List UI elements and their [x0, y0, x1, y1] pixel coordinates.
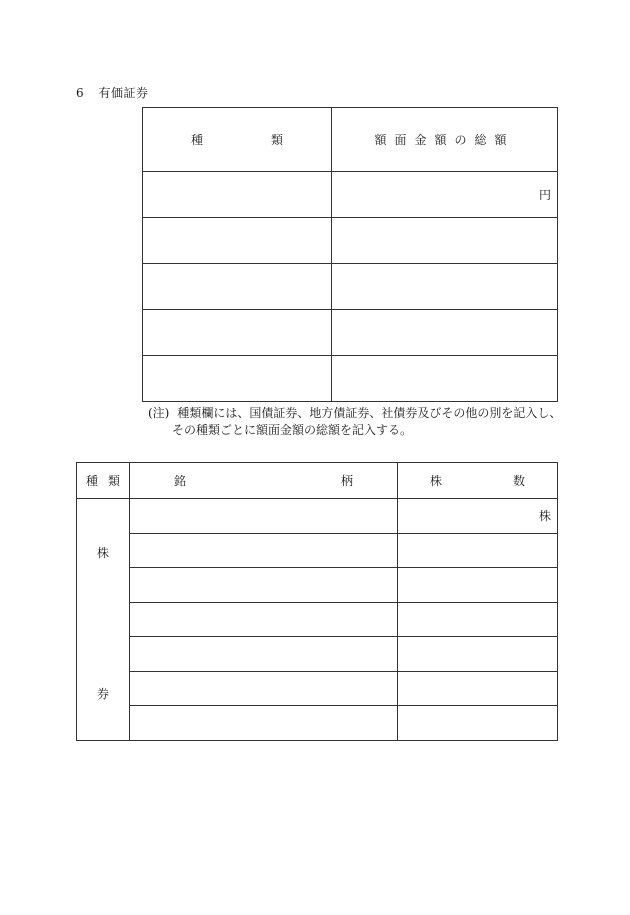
name-cell[interactable] [130, 602, 398, 637]
amount-cell[interactable] [332, 264, 558, 310]
header-shares-left: 株 [430, 474, 443, 488]
name-cell[interactable] [130, 706, 398, 741]
header-kind-left: 種 [191, 133, 204, 147]
table-row [77, 671, 558, 706]
amount-cell[interactable] [332, 172, 558, 218]
note-line1: 種類欄には、国債証券、地方債証券、社債券及びその他の別を記入し、 [177, 406, 562, 420]
table-row [77, 499, 558, 534]
table-row [143, 310, 558, 356]
note [148, 405, 561, 439]
header-kind [143, 108, 332, 172]
table-header-row [77, 463, 558, 499]
name-cell[interactable] [130, 533, 398, 568]
table-row [77, 637, 558, 672]
shares-cell[interactable] [398, 533, 558, 568]
shares-cell[interactable] [398, 706, 558, 741]
header-shares [398, 463, 558, 499]
header-name [130, 463, 398, 499]
note-line2: その種類ごとに額面金額の総額を記入する。 [172, 423, 413, 437]
shares-cell[interactable] [398, 671, 558, 706]
kind-cell[interactable] [143, 218, 332, 264]
securities-table [142, 107, 558, 402]
header-name-left: 銘 [174, 474, 187, 488]
table-row [143, 218, 558, 264]
kind-cell[interactable] [143, 356, 332, 402]
shares-cell[interactable] [398, 499, 558, 534]
amount-cell[interactable] [332, 218, 558, 264]
header-name-right: 柄 [340, 474, 353, 488]
name-cell[interactable] [130, 568, 398, 603]
shares-cell[interactable] [398, 568, 558, 603]
kind-cell[interactable] [143, 264, 332, 310]
amount-cell[interactable] [332, 356, 558, 402]
table-row [77, 602, 558, 637]
header-kind-right: 類 [270, 133, 283, 147]
stocks-table [76, 462, 558, 741]
unit-yen: 円 [538, 188, 551, 202]
note-label: (注) [148, 406, 170, 420]
name-cell[interactable] [130, 671, 398, 706]
name-cell[interactable] [130, 499, 398, 534]
table-row [77, 533, 558, 568]
kind-label-bottom: 券 [96, 687, 109, 701]
kind-label-top: 株 [96, 546, 109, 560]
header-kind [77, 463, 130, 499]
section-number: 6 [76, 86, 85, 100]
table-header-row [143, 108, 558, 172]
header-kind-right: 類 [107, 474, 120, 488]
header-total-face-value: 額面金額の総額 [332, 108, 558, 172]
amount-cell[interactable] [332, 310, 558, 356]
table-row [143, 172, 558, 218]
shares-cell[interactable] [398, 602, 558, 637]
table-row [77, 706, 558, 741]
section-title: 有価証券 [98, 86, 149, 100]
table-row [77, 568, 558, 603]
kind-cell[interactable] [143, 310, 332, 356]
kind-cell[interactable] [143, 172, 332, 218]
unit-shares: 株 [538, 509, 551, 524]
table-row [143, 356, 558, 402]
header-kind-left: 種 [86, 474, 99, 488]
shares-cell[interactable] [398, 637, 558, 672]
stock-kind-cell [77, 499, 130, 741]
header-shares-right: 数 [512, 474, 525, 488]
table-row [143, 264, 558, 310]
section-heading [76, 84, 148, 101]
name-cell[interactable] [130, 637, 398, 672]
